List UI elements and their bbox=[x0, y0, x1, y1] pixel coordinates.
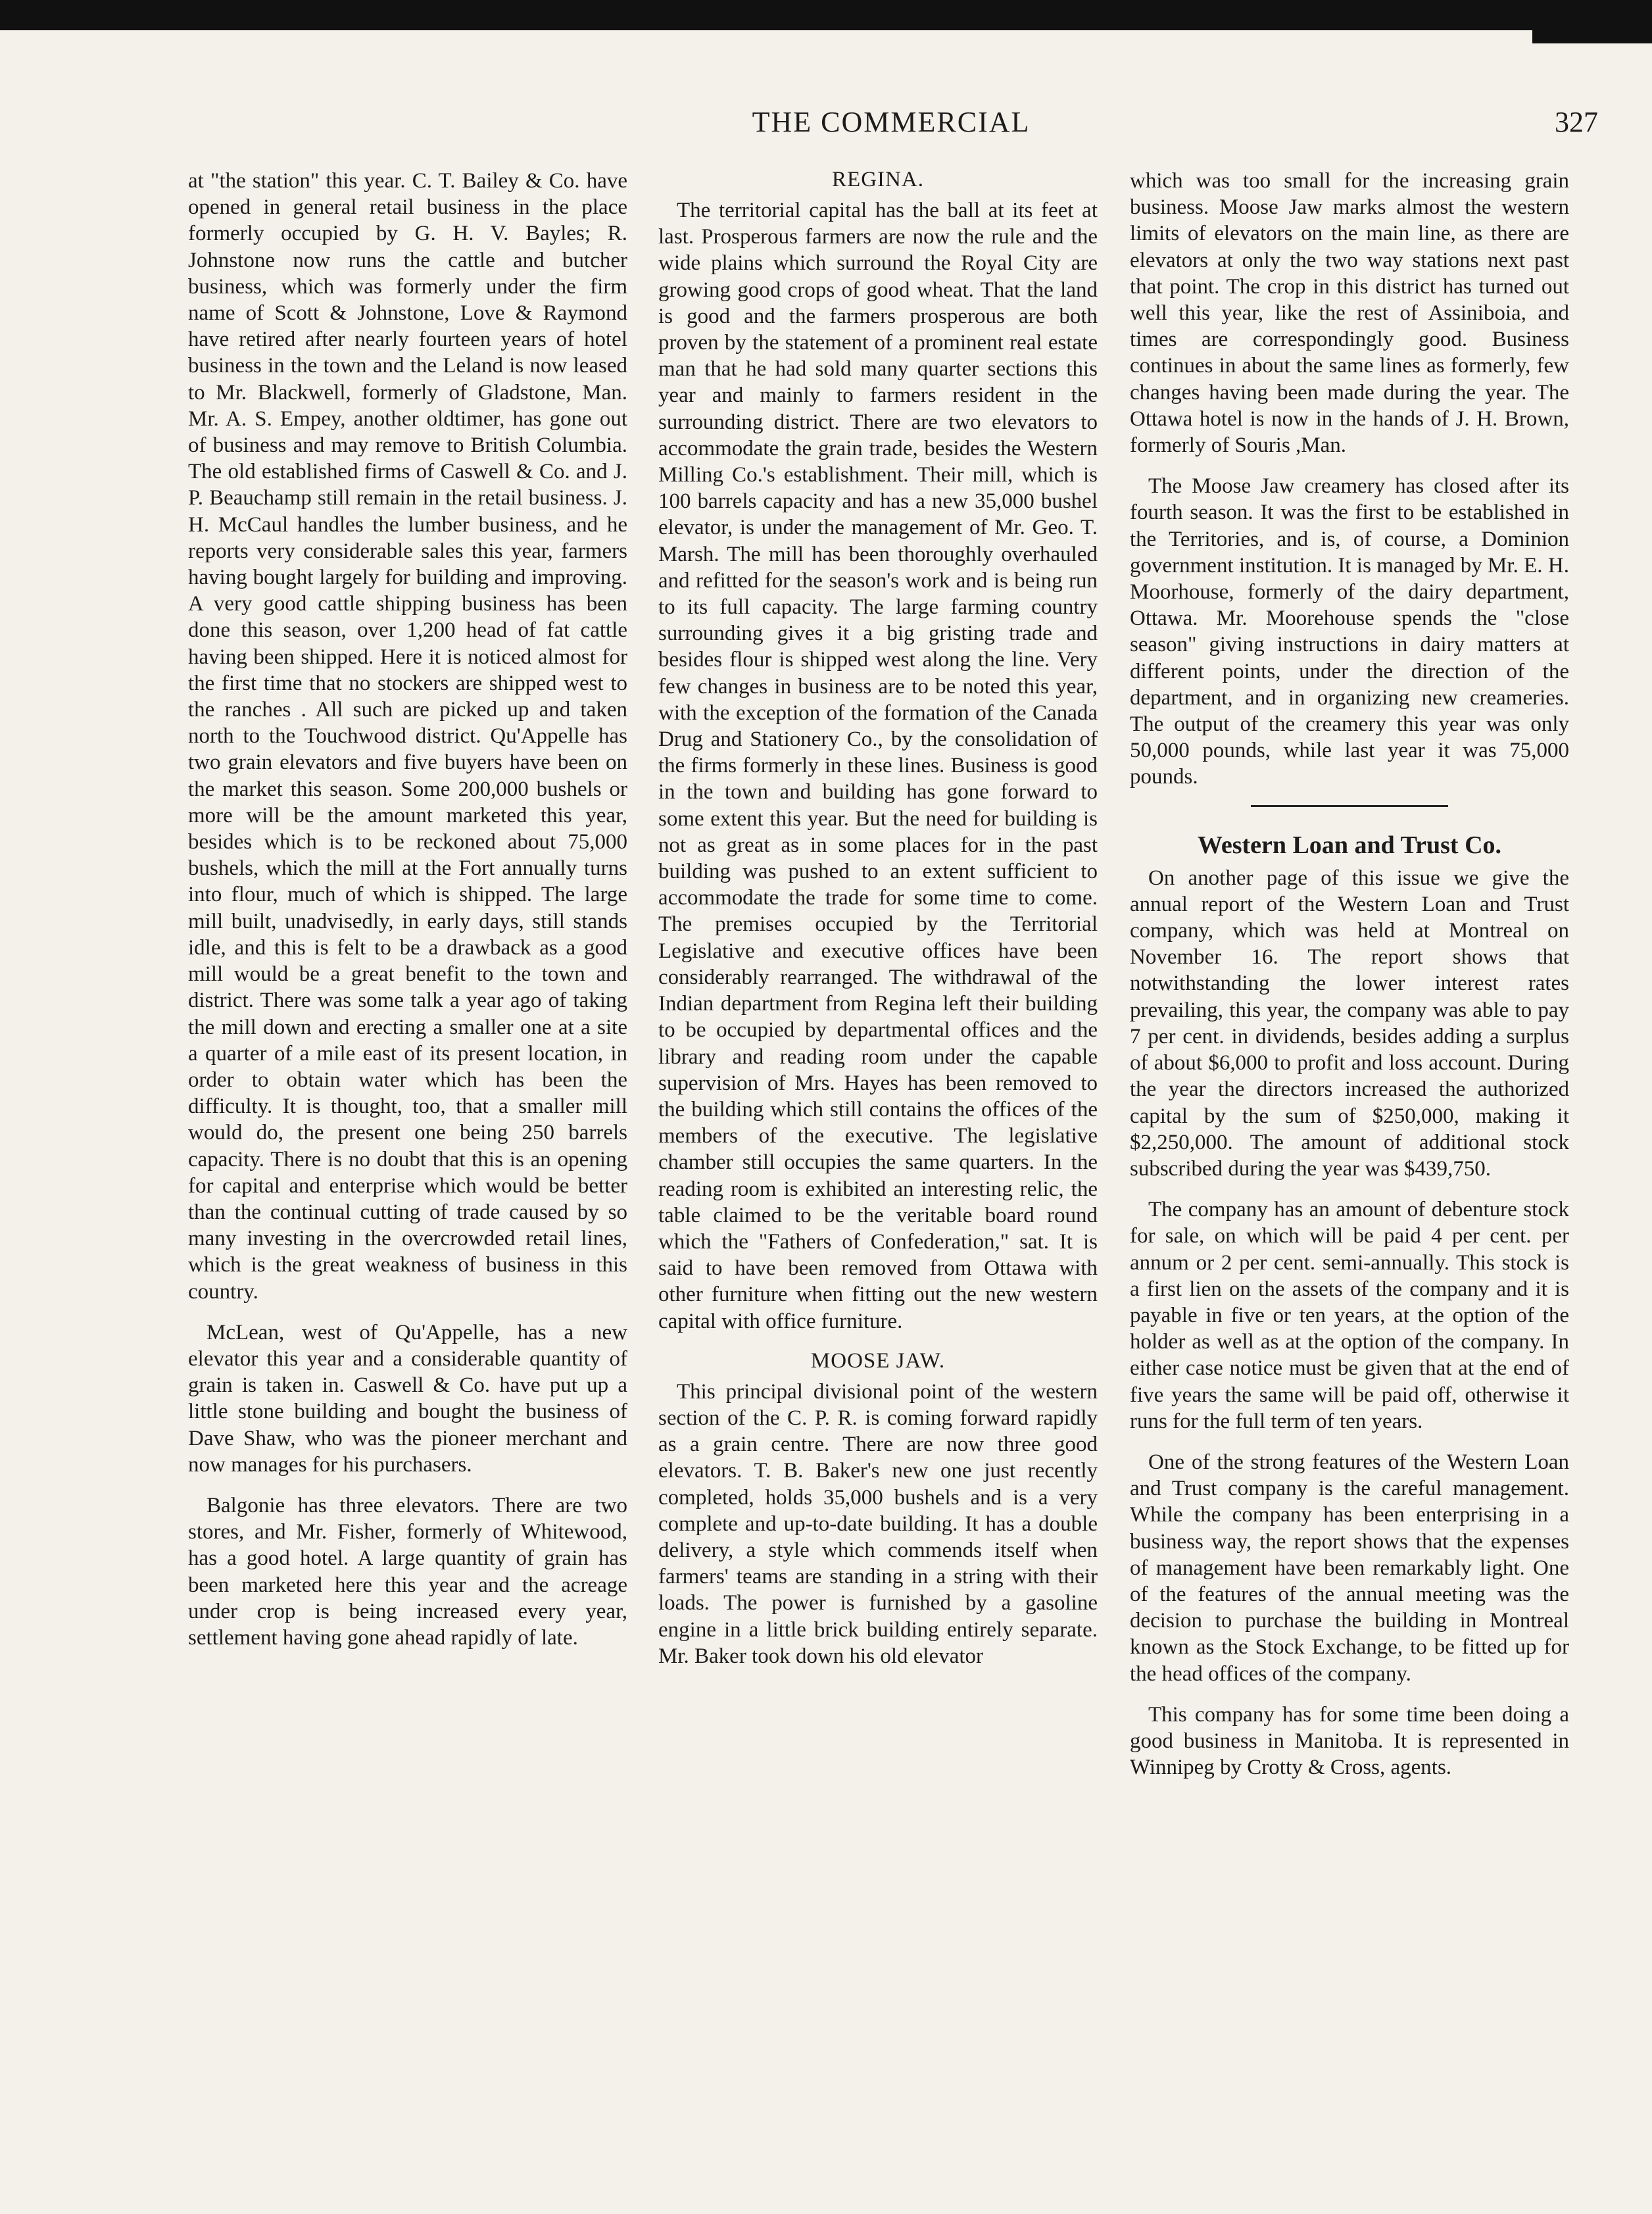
column-1 bbox=[188, 168, 627, 2174]
moose-jaw-continued-paragraph: which was too small for the increasing grain business. Moose Jaw marks almost the western limits of elevators on the main line, as there are elevators at only the two way stations next past that point. The crop in this district has turned out well this year, like the rest of Assiniboia, and times are correspondingly good. Business continues in about the same lines as formerly, few changes having been made during the year. The Ottawa hotel is now in the hands of J. H. Brown, formerly of Souris ,Man. bbox=[1130, 169, 1569, 458]
column-2 bbox=[658, 168, 1098, 2174]
mclean-paragraph: McLean, west of Qu'Appelle, has a new elevator this year and a considerable quantity of grain is taken in. Caswell & Co. have put up a little stone building and bought the business of Dave Shaw, who was the pioneer merchant and now manages for his purchasers. bbox=[188, 1320, 627, 1477]
top-border-rule bbox=[0, 0, 1652, 30]
regina-paragraph: The territorial capital has the ball at its feet at last. Prosperous farmers are now the rule and the wide plains which surround the Royal City are growing good crops of good wheat. That the land is good and the farmers prosperous are both proven by the statement of a prominent real estate man that he had sold many quarter sections this year and mainly to farmers resident in the surrounding district. There are two elevators to accommodate the grain trade, besides the Western Milling Co.'s establishment. Their mill, which is 100 barrels capacity and has a new 35,000 bushel elevator, is under the management of Mr. Geo. T. Marsh. The mill has been thoroughly overhauled and refitted for the season's work and is being run to its full capacity. The large farming country surrounding gives it a big gristing trade and besides flour is shipped west along the line. Very few changes in business are to be noted this year, with the exception of the formation of the Canada Drug and Stationery Co., by the consolidation of the firms formerly in these lines. Business is good in the town and building has gone forward to some extent this year. But the need for building is not as great as in some places for in the past building was pushed to an extent sufficient to accommodate the trade for some time to come. The premises occupied by the Territorial Legislative and executive offices have been considerably rearranged. The withdrawal of the Indian department from Regina left their building to be occupied by departmental offices and the library and reading room under the capable supervision of Mrs. Hayes has been removed to the building which still contains the offices of the members of the executive. The legislative chamber still occupies the same quarters. In the reading room is exhibited an interesting relic, the table claimed to be the veritable board round which the "Fathers of Confederation," sat. It is said to have been removed from Ottawa with other furniture when fitting out the new western capital with office furniture. bbox=[658, 199, 1098, 1333]
management-paragraph: One of the strong features of the Western Loan and Trust company is the careful management. While the company has been enterprising in a business way, the report shows that the expenses of management have been remarkably light. One of the features of the annual meeting was the decision to purchase the building in Montreal known as the Stock Exchange, to be fitted up for the head offices of the company. bbox=[1130, 1450, 1569, 1686]
section-heading-moose-jaw: MOOSE JAW. bbox=[810, 1348, 946, 1373]
column-3 bbox=[1130, 168, 1569, 2174]
section-heading-western-loan: Western Loan and Trust Co. bbox=[1197, 831, 1502, 859]
balgonie-paragraph: Balgonie has three elevators. There are two stores, and Mr. Fisher, formerly of Whitewood, has a good hotel. A large quantity of grain has been marketed here this year and the acreage under crop is being increased every year, settlement having gone ahead rapidly of late. bbox=[188, 1493, 627, 1650]
manitoba-paragraph: This company has for some time been doing a good business in Manitoba. It is represented in Winnipeg by Crotty & Cross, agents. bbox=[1130, 1702, 1569, 1780]
section-heading-regina: REGINA. bbox=[832, 168, 924, 191]
debenture-paragraph: The company has an amount of debenture stock for sale, on which will be paid 4 per cent. per annum or 2 per cent. semi-annually. This stock is a first lien on the assets of the company and it is payable in five or ten years, at the option of the holder as well as at the option of the company. In either case notice must be given that at the end of five years the same will be paid off, otherwise it runs for the full term of ten years. bbox=[1130, 1198, 1569, 1433]
qu-appelle-paragraph: at "the station" this year. C. T. Bailey & Co. have opened in general retail business in the place formerly occupied by G. H. V. Bayles; R. Johnstone now runs the cattle and butcher business, which was formerly under the firm name of Scott & Johnstone, Love & Raymond have retired after nearly fourteen years of hotel business in the town and the Leland is now leased to Mr. Blackwell, formerly of Gladstone, Man. Mr. A. S. Empey, another oldtimer, has gone out of business and may remove to British Columbia. The old established firms of Caswell & Co. and J. P. Beauchamp still remain in the retail business. J. H. McCaul handles the lumber business, and he reports very considerable sales this year, farmers having bought largely for building and improving. A very good cattle shipping business has been done this season, over 1,200 head of fat cattle having been shipped. Here it is noticed almost for the first time that no stockers are shipped west to the ranches . All such are picked up and taken north to the Touchwood district. Qu'Appelle has two grain elevators and five buyers have been on the market this season. Some 200,000 bushels or more will be the amount marketed this year, besides which is to be reckoned about 75,000 bushels, which the mill at the Fort annually turns into flour, much of which is shipped. The large mill built, unadvisedly, in early days, still stands idle, and this is felt to be a drawback as a good mill would be a great benefit to the town and district. There was some talk a year ago of taking the mill down and erecting a smaller one at a site a quarter of a mile east of its present location, in order to obtain water which has been the difficulty. It is thought, too, that a smaller mill would do, the present one being 250 barrels capacity. There is no doubt that this is an opening for capital and enterprise which would be better than the continual cutting of trade caused by so many investing in the overcrowded retail lines, which is the great weakness of business in this country. bbox=[188, 169, 627, 1304]
creamery-paragraph: The Moose Jaw creamery has closed after its fourth season. It was the first to be established in the Territories, and is, of course, a Dominion government institution. It is managed by Mr. E. H. Moorhouse, formerly of the dairy department, Ottawa. Mr. Moorehouse spends the "close season" giving instructions in dairy matters at different points, under the direction of the department, and in organizing new creameries. The output of the creamery this year was only 50,000 pounds, while last year it was 75,000 pounds. bbox=[1130, 474, 1569, 789]
annual-report-paragraph: On another page of this issue we give the annual report of the Western Loan and Trust company, which was held at Montreal on November 16. The report shows that notwithstanding the lower interest rates prevailing, this year, the company was able to pay 7 per cent. in dividends, besides adding a surplus of about $6,000 to profit and loss account. During the year the directors increased the authorized capital by the sum of $250,000, making it $2,250,000. The amount of additional stock subscribed during the year was $439,750. bbox=[1130, 866, 1569, 1181]
moose-jaw-paragraph: This principal divisional point of the western section of the C. P. R. is coming forward rapidly as a grain centre. There are now three good elevators. T. B. Baker's new one just recently completed, holds 35,000 bushels and is a very complete and up-to-date building. It has a double delivery, a style which commends itself when farmers' teams are standing in a string with their loads. The power is furnished by a gasoline engine in a little brick building entirely separate. Mr. Baker took down his old elevator bbox=[658, 1379, 1098, 1668]
page-header bbox=[184, 105, 1598, 145]
section-divider bbox=[1251, 805, 1448, 807]
page-number: 327 bbox=[1555, 106, 1598, 138]
top-border-notch bbox=[1532, 17, 1652, 43]
article-columns bbox=[188, 168, 1589, 2174]
running-title: THE COMMERCIAL bbox=[752, 106, 1031, 138]
